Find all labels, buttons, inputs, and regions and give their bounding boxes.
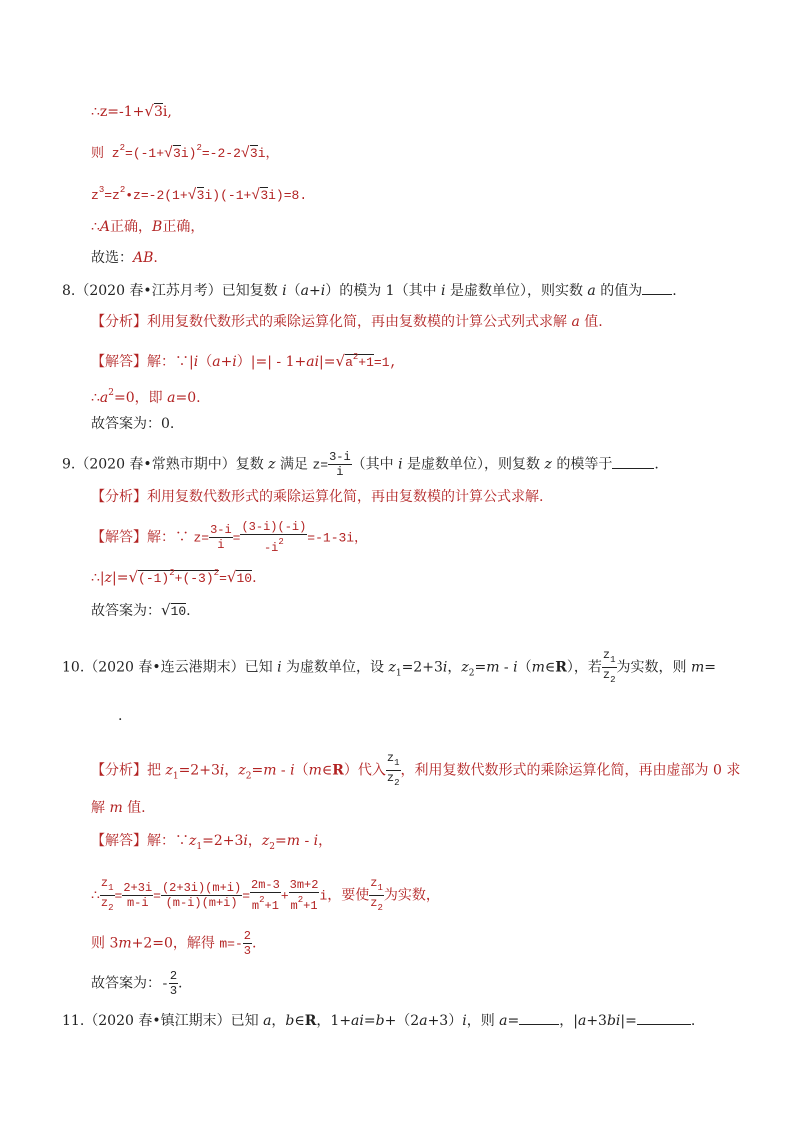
- text: .: [690, 1013, 696, 1029]
- text: m: [290, 899, 298, 913]
- var: z: [189, 833, 197, 849]
- text: +（2: [384, 1013, 420, 1029]
- answer-label: 故答案为：: [91, 603, 161, 619]
- fraction: [100, 876, 115, 915]
- denominator: [250, 893, 281, 913]
- var: i: [442, 659, 448, 676]
- sqrt-icon: √: [226, 568, 237, 586]
- subscript: 1: [196, 842, 203, 852]
- subscript: 1: [108, 883, 114, 893]
- answer-blank-modulus: [637, 1012, 691, 1025]
- text: （: [286, 283, 301, 299]
- text: 8.（2020 春•江苏月考）已知复数: [62, 283, 283, 299]
- var: i: [290, 762, 295, 779]
- text: 的值为: [595, 283, 643, 299]
- subscript: 1: [172, 771, 179, 782]
- p7-line1: [91, 102, 172, 121]
- answer-label: 故答案为：: [91, 975, 161, 992]
- text: 为实数，则: [616, 659, 691, 676]
- var: i: [193, 354, 199, 370]
- numerator: 2: [169, 969, 178, 983]
- superscript: 2: [169, 568, 175, 578]
- text: .: [178, 975, 183, 992]
- numerator: (3-i)(-i): [241, 520, 307, 534]
- fraction: [122, 881, 153, 910]
- var: i: [513, 659, 518, 676]
- p10-question: [62, 648, 716, 687]
- var: a: [419, 1013, 428, 1029]
- text: +: [280, 888, 289, 904]
- text: z: [370, 896, 378, 910]
- var: A: [99, 219, 111, 235]
- radicand: 3: [249, 146, 258, 161]
- text: 为实数，: [383, 887, 440, 904]
- var: i: [277, 659, 282, 676]
- text: ∴z=-1+: [91, 104, 145, 120]
- subscript: 1: [610, 655, 616, 665]
- text: =: [704, 659, 716, 676]
- var: a: [587, 283, 596, 299]
- fraction: [240, 520, 307, 555]
- text: i): [180, 146, 197, 161]
- var: a: [263, 1013, 272, 1029]
- text: i,: [162, 104, 172, 120]
- text: •z=-2(1+: [125, 188, 188, 203]
- superscript: 2: [259, 895, 265, 905]
- text: 解：∵: [147, 833, 189, 849]
- text: =: [363, 1013, 376, 1029]
- numerator: 2: [243, 929, 251, 943]
- var: a: [577, 1013, 587, 1029]
- fraction: [369, 876, 384, 915]
- subscript: 2: [468, 668, 475, 679]
- text: =: [275, 833, 287, 849]
- var: a: [167, 390, 176, 406]
- numerator: (2+3i)(m+i): [161, 881, 242, 895]
- text: =2+3: [401, 659, 443, 676]
- var: z: [461, 659, 469, 676]
- numerator: [100, 876, 115, 896]
- text: ∈: [544, 659, 556, 676]
- text: +3: [586, 1013, 607, 1029]
- text: =: [219, 571, 227, 586]
- text: 利用复数代数形式的乘除运算化简，再由复数模的计算公式求解.: [147, 489, 544, 505]
- p10-solution: [91, 832, 332, 856]
- fraction: [169, 969, 178, 998]
- var: m: [109, 800, 123, 816]
- text: 10.（2020 春•连云港期末）已知: [62, 659, 278, 676]
- text: -: [499, 659, 514, 676]
- subscript: 2: [394, 778, 400, 788]
- text: z: [370, 876, 378, 890]
- text: ，1+: [316, 1013, 352, 1029]
- subscript: 1: [395, 668, 402, 679]
- fraction: [161, 881, 242, 910]
- denominator: [369, 896, 384, 915]
- text: ）的模为 1（其中: [325, 283, 442, 299]
- text: |=: [112, 570, 129, 586]
- var: m: [263, 762, 277, 779]
- p8-solution: [91, 348, 397, 372]
- denominator: [386, 771, 401, 790]
- text: (-1): [138, 571, 170, 586]
- text: .: [153, 250, 158, 266]
- superscript: 2: [119, 185, 126, 195]
- var: a: [571, 314, 580, 330]
- answer-value: AB: [133, 250, 154, 266]
- var: b: [375, 1013, 385, 1029]
- text: R: [304, 1013, 317, 1029]
- text: z: [602, 668, 611, 682]
- text: =: [251, 762, 264, 779]
- p10-analysis: [91, 751, 740, 790]
- var: i: [320, 283, 326, 299]
- text: 正确，: [162, 219, 205, 235]
- denominator: i: [336, 465, 344, 479]
- p9-answer: [91, 601, 191, 621]
- text: 9.（2020 春•常熟市期中）复数: [62, 456, 269, 473]
- text: 满足: [275, 456, 313, 473]
- sqrt-icon: √: [161, 601, 171, 619]
- text: z: [100, 876, 109, 890]
- answer-blank: [612, 456, 654, 469]
- text: z=: [312, 457, 329, 473]
- var: bi: [606, 1013, 621, 1029]
- answer-blank: [642, 282, 672, 295]
- text: ∴: [91, 219, 100, 235]
- text: 是虚数单位），则实数: [445, 283, 588, 299]
- text: +1: [303, 899, 318, 913]
- var: m: [690, 659, 705, 676]
- subscript: 2: [245, 771, 252, 782]
- radicand: 3: [260, 188, 269, 203]
- var: m: [308, 762, 322, 779]
- superscript: 2: [352, 352, 359, 362]
- text: -: [161, 976, 169, 992]
- fraction: [328, 450, 352, 479]
- text: -: [276, 762, 291, 779]
- p9-solution: [91, 520, 367, 555]
- var: z: [388, 659, 396, 676]
- text: R: [555, 659, 567, 676]
- p9-question: [62, 450, 659, 479]
- p10-line5: [91, 929, 256, 958]
- var: z: [268, 456, 276, 473]
- text: （: [517, 659, 532, 676]
- text: z: [100, 896, 109, 910]
- var: i: [243, 833, 248, 849]
- text: ）|=| - 1+: [236, 354, 307, 370]
- text: a: [345, 355, 353, 370]
- sqrt-icon: √: [240, 145, 250, 162]
- text: 值.: [579, 314, 603, 330]
- text: =1,: [373, 355, 398, 370]
- text: m=-: [219, 936, 243, 952]
- text: ∴: [91, 390, 100, 406]
- text: .: [252, 570, 257, 586]
- text: ，|: [559, 1013, 578, 1029]
- text: i，: [257, 146, 279, 161]
- text: i)=8.: [268, 188, 308, 203]
- sqrt-icon: √: [164, 145, 174, 162]
- var: i: [441, 283, 446, 299]
- text: 是虚数单位），则复数: [402, 456, 545, 473]
- fraction: [243, 929, 252, 958]
- text: .: [251, 935, 257, 952]
- text: 则 3: [91, 935, 119, 952]
- text: ，: [247, 833, 262, 849]
- text: z=: [193, 530, 210, 546]
- text: =-1-3i，: [307, 530, 368, 546]
- text: ，则: [466, 1013, 500, 1029]
- text: =: [507, 1013, 520, 1029]
- superscript: 2: [297, 895, 304, 905]
- superscript: 2: [278, 537, 284, 547]
- var: i: [398, 456, 403, 473]
- text: =2+3: [202, 833, 244, 849]
- superscript: 2: [213, 568, 220, 578]
- var: a: [300, 283, 309, 299]
- text: z: [602, 648, 611, 662]
- text: 故选：: [91, 250, 133, 266]
- var: z: [238, 762, 246, 779]
- var: i: [313, 833, 319, 849]
- p11-question: [62, 1012, 695, 1030]
- fraction: [209, 523, 233, 552]
- text: .: [186, 603, 191, 619]
- var: z: [261, 833, 270, 849]
- denominator: m-i: [126, 896, 149, 910]
- solution-tag: 【解答】: [91, 529, 147, 546]
- p10-analysis-cont: [91, 799, 146, 817]
- p8-analysis: [91, 313, 603, 331]
- fraction: [289, 878, 320, 913]
- numerator: [369, 876, 384, 896]
- p7-answer: [91, 249, 158, 267]
- text: +: [220, 354, 233, 370]
- text: -: [300, 833, 314, 849]
- numerator: 3-i: [210, 523, 232, 537]
- denominator: 3: [169, 984, 178, 998]
- var: ai: [351, 1013, 364, 1029]
- p9-analysis: [91, 488, 543, 506]
- solution-tag: 【解答】: [91, 354, 147, 370]
- denominator: [602, 668, 617, 687]
- var: i: [232, 354, 237, 370]
- p9-line3: [91, 564, 257, 588]
- text: =-2-2: [201, 146, 241, 161]
- text: ，: [447, 659, 462, 676]
- denominator: [240, 535, 307, 555]
- text: R: [332, 762, 344, 779]
- text: =0，即: [114, 390, 168, 406]
- var: m: [118, 935, 132, 952]
- text: ）代入: [343, 762, 386, 779]
- denominator: (m-i)(m+i): [165, 896, 238, 910]
- var: a: [212, 354, 221, 370]
- superscript: 2: [108, 388, 115, 398]
- text: =: [153, 888, 161, 904]
- text: ∈: [294, 1013, 305, 1029]
- fraction: [602, 648, 617, 687]
- text: =z: [104, 188, 120, 203]
- sqrt-icon: √: [144, 102, 154, 120]
- text: =: [474, 659, 487, 676]
- text: ∴: [91, 887, 100, 904]
- answer-text: 故答案为：0.: [91, 416, 175, 432]
- text: i: [319, 888, 328, 904]
- numerator: 3m+2: [289, 878, 319, 892]
- radicand: [345, 354, 374, 370]
- superscript: 2: [119, 143, 126, 153]
- radicand: 3: [196, 188, 205, 203]
- text: =: [242, 888, 250, 904]
- text: 利用复数代数形式的乘除运算化简，再由复数模的计算公式列式求解: [147, 314, 572, 330]
- text: 解: [91, 800, 110, 816]
- text: 则 z: [91, 146, 120, 161]
- text: z: [91, 188, 99, 203]
- text: .: [654, 456, 659, 473]
- p8-question: [62, 282, 677, 300]
- subscript: 2: [269, 842, 276, 852]
- radicand: 10: [236, 571, 253, 586]
- sqrt-icon: √: [335, 352, 346, 370]
- subscript: 1: [377, 883, 383, 893]
- var: z: [544, 456, 552, 473]
- text: =0.: [175, 390, 201, 406]
- var: i: [462, 1013, 467, 1029]
- text: （其中: [351, 456, 399, 473]
- denominator: i: [217, 538, 225, 552]
- subscript: 2: [377, 903, 383, 913]
- radicand: 3: [153, 104, 163, 120]
- text: （: [294, 762, 309, 779]
- fraction: [386, 751, 401, 790]
- text: |=: [620, 1013, 637, 1029]
- text: ，: [318, 833, 333, 849]
- text: ，: [224, 762, 239, 779]
- answer-blank-a: [519, 1012, 559, 1025]
- fraction: [250, 878, 281, 913]
- var: i: [282, 283, 287, 299]
- var: B: [152, 219, 163, 235]
- subscript: 2: [108, 903, 114, 913]
- var: a: [499, 1013, 508, 1029]
- denominator: [100, 896, 115, 915]
- text: 解：∵|: [147, 354, 194, 370]
- sqrt-icon: √: [251, 187, 261, 204]
- text: 值.: [122, 800, 146, 816]
- denominator: 3: [243, 944, 251, 958]
- p7-line2: [91, 139, 279, 163]
- numerator: [386, 751, 401, 771]
- text: ，: [271, 1013, 286, 1029]
- var: z: [104, 570, 113, 586]
- var: i: [219, 762, 225, 779]
- denominator: [289, 893, 320, 913]
- text: +1: [358, 355, 374, 370]
- p7-line4: [91, 218, 204, 236]
- var: ai: [306, 354, 320, 370]
- p10-blank-dot: [118, 707, 122, 725]
- superscript: 3: [98, 185, 105, 195]
- var: m: [531, 659, 545, 676]
- superscript: 2: [196, 143, 202, 153]
- subscript: 2: [610, 675, 616, 685]
- text: 为虚数单位，设: [281, 659, 389, 676]
- text: +(-3): [174, 571, 214, 586]
- p7-line3: [91, 181, 307, 205]
- var: m: [486, 659, 500, 676]
- var: a: [99, 390, 109, 406]
- text: =: [114, 888, 123, 904]
- radicand: 3: [173, 146, 181, 161]
- text: .: [672, 283, 677, 299]
- text: z: [386, 771, 395, 785]
- numerator: [602, 648, 617, 668]
- var: b: [285, 1013, 295, 1029]
- text: ∴|: [91, 570, 105, 586]
- radicand: 10: [170, 604, 187, 619]
- text: m: [251, 899, 260, 913]
- text: +: [309, 283, 321, 299]
- text: -i: [263, 541, 279, 555]
- p10-answer: [91, 969, 182, 998]
- text: |=: [319, 354, 336, 370]
- text: +3）: [427, 1013, 463, 1029]
- text: +2=0，解得: [131, 935, 220, 952]
- solution-tag: 【解答】: [91, 833, 147, 849]
- sqrt-icon: √: [128, 568, 139, 586]
- numerator: 3-i: [329, 450, 351, 464]
- p10-line4: [91, 876, 440, 915]
- text: 把: [147, 762, 166, 779]
- var: m: [286, 833, 301, 849]
- analysis-tag: 【分析】: [91, 314, 147, 330]
- text: （: [198, 354, 213, 370]
- text: =(-1+: [125, 146, 165, 161]
- text: ，要使: [327, 887, 370, 904]
- subscript: 1: [394, 758, 400, 768]
- text: ），若: [566, 659, 602, 676]
- text: 的模等于: [551, 456, 613, 473]
- text: +1: [264, 899, 279, 913]
- text: ，利用复数代数形式的乘除运算化简，再由虚部为 0 求: [400, 762, 741, 779]
- analysis-tag: 【分析】: [91, 489, 147, 505]
- text: 解：∵: [147, 529, 194, 546]
- sqrt-icon: √: [187, 187, 197, 204]
- text: i)(-1+: [204, 188, 252, 203]
- p8-line3: [91, 384, 201, 407]
- text: 正确，: [110, 219, 153, 235]
- numerator: 2+3i: [123, 881, 153, 895]
- var: z: [165, 762, 173, 779]
- numerator: 2m-3: [251, 878, 280, 892]
- text: =: [232, 530, 241, 546]
- analysis-tag: 【分析】: [91, 762, 147, 779]
- text: z: [386, 751, 395, 765]
- text: ∈: [321, 762, 333, 779]
- radicand: [138, 570, 219, 586]
- text: =2+3: [178, 762, 220, 779]
- text: .: [118, 708, 123, 724]
- text: 11.（2020 春•镇江期末）已知: [62, 1013, 264, 1029]
- p8-answer: [91, 415, 174, 433]
